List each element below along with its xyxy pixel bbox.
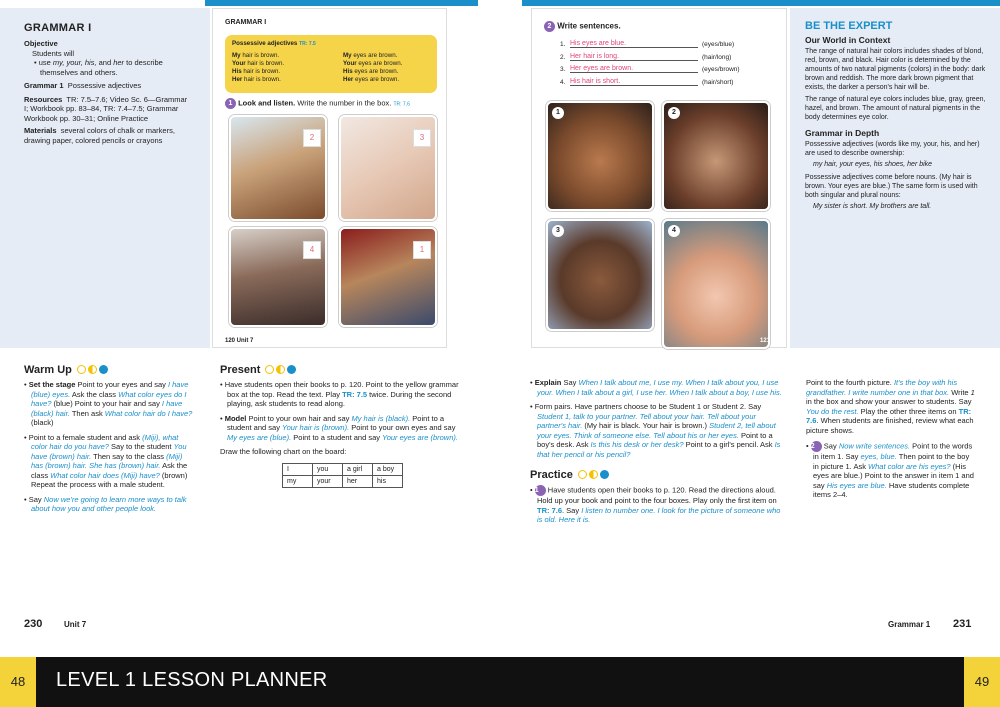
photo-girl-long-hair xyxy=(662,101,770,211)
board-chart-cell: my xyxy=(283,475,313,487)
photo-boy-short-hair xyxy=(662,219,770,349)
expert-p1: The range of natural hair colors includes shades of blond, red, brown, and black. Hair color is determined by the amounts of two natural pigments (colors) in the body: dark brown and reddish. The more dark brown pigment that exists, the darker a person's hair will be. xyxy=(805,48,986,91)
level-full-icon xyxy=(600,470,609,479)
board-chart-cell: I xyxy=(283,463,313,475)
banner-title: LEVEL 1 LESSON PLANNER xyxy=(56,669,328,691)
possessive-box-right xyxy=(343,52,438,84)
sentence-answer[interactable]: Her hair is long. xyxy=(570,53,698,61)
photo-boy-blue-eyes xyxy=(546,101,654,211)
board-chart-cell: a girl xyxy=(343,463,373,475)
activity-2-heading: 2 Write sentences. xyxy=(544,21,621,32)
board-chart xyxy=(282,463,403,488)
column-4 xyxy=(806,378,976,500)
explain-bullet-1: • Explain Say When I talk about me, I use my. When I talk about you, I use your. When I talk about a girl, I use her. When I talk about a boy, I use his. xyxy=(530,378,782,397)
warmup-bullet-1: • Set the stage Point to your eyes and say I have (blue) eyes. Ask the class What color eyes do I have? (blue) Point to your hair and say I have (black) hair. Then ask What color hair do I have? (black) xyxy=(24,380,193,427)
students-will: Students will xyxy=(32,48,75,58)
expert-sidebar xyxy=(790,8,1000,348)
warmup-bullet-3: • Say Now we're going to learn more ways to talk about how you and other people look. xyxy=(24,494,187,513)
activity-1-heading: 1 Look and listen. Write the number in the box. TR: 7.6 xyxy=(225,98,410,109)
practice-bullet-1: • 1 Have students open their books to p. 120. Read the directions aloud. Hold up your book and point to the four boxes. Play only the first item on TR: 7.6. Say I listen to number one. I look for the picture of someone who is old. Here it is. xyxy=(530,485,781,524)
warmup-title: Warm Up xyxy=(24,364,196,376)
sentence-answer[interactable]: His hair is short. xyxy=(570,78,698,86)
photo-baby-hand xyxy=(339,115,437,221)
board-chart-cell: you xyxy=(313,463,343,475)
objective-item: • use my, your, his, and her to describe themselves and others. xyxy=(34,58,163,77)
photo-number: 1 xyxy=(552,107,564,119)
banner-page-right: 49 xyxy=(964,657,1000,707)
page-120-footer: 120 Unit 7 xyxy=(225,338,254,344)
top-strip-left xyxy=(205,0,478,6)
sentence-hint: (hair/short) xyxy=(702,78,734,86)
possessive-box-left xyxy=(232,52,327,84)
possessive-example: My hair is brown. xyxy=(232,52,280,59)
sentence-row xyxy=(560,77,770,90)
sidebar-title: GRAMMAR I xyxy=(24,22,92,34)
expert-sub2: Grammar in Depth xyxy=(805,128,880,138)
present-bullet-2: • Model Point to your own hair and say My hair is (black). Point to a student and say Your hair is (brown). Point to your own eyes and say My eyes are (blue). Point to a student and say Your eyes are (brown). xyxy=(220,413,458,442)
photo-number: 3 xyxy=(552,225,564,237)
grammar-line: Grammar 1 Possessive adjectives xyxy=(24,81,142,90)
warmup-bullet-2: • Point to a female student and ask (Miji), what color hair do you have? Say to the student You have (brown) hair. Then say to the class (Miji) has (brown) hair. She has (brown) hair. Ask the class What color hair does (Miji) have? (brown) Repeat the process with a male student. xyxy=(24,432,188,489)
level-full-icon xyxy=(287,365,296,374)
board-chart-row xyxy=(283,463,403,475)
sentence-row xyxy=(560,39,770,52)
right-page-number: 231 xyxy=(953,618,972,630)
present-bullet-3: Draw the following chart on the board: xyxy=(220,447,347,456)
expert-title: BE THE EXPERT xyxy=(805,20,893,32)
sentence-answer[interactable]: Her eyes are brown. xyxy=(570,65,698,73)
possessive-example: Your eyes are brown. xyxy=(343,60,403,67)
level-half-icon xyxy=(276,365,285,374)
photo-label: 4 xyxy=(303,241,321,259)
photo-grandfather-and-boy xyxy=(339,227,437,327)
expert-p2: The range of natural eye colors includes blue, gray, green, hazel, and brown. The amount of natural pigments in the body determines eye color. xyxy=(805,96,986,121)
expert-sub1: Our World in Context xyxy=(805,35,891,45)
sentence-number: 2. xyxy=(560,53,566,61)
left-sidebar xyxy=(0,8,210,348)
warmup-section xyxy=(24,364,196,514)
col4-para: Point to the fourth picture. It's the boy with his grandfather. I write number one in that box. Write 1 in the box and show your answer to students. Say You do the rest. Play the other three items on TR: 7.6. When students are finished, review what each picture shows. xyxy=(806,378,975,435)
level-full-icon xyxy=(99,365,108,374)
expert-p4: Possessive adjectives come before nouns. (My hair is brown. Your eyes are blue.) The same form is used with both singular and plural nouns: xyxy=(805,173,978,199)
sentence-hint: (hair/long) xyxy=(702,53,732,61)
photo-label: 3 xyxy=(413,129,431,147)
sentence-hint: (eyes/blue) xyxy=(702,41,735,48)
right-grammar-label: Grammar 1 xyxy=(888,620,931,629)
col4-bullet: • 2 Say Now write sentences. Point to the words in item 1. Say eyes, blue. Then point to the boy in picture 1. Ask What color are his eyes? (His eyes are blue.) Point to the answer in item 1 and say His eyes are blue. Have students complete items 2–4. xyxy=(806,441,974,499)
board-chart-cell: his xyxy=(373,475,403,487)
banner-page-left: 48 xyxy=(0,657,36,707)
level-circle-icon xyxy=(77,365,86,374)
photo-girl-brushing xyxy=(229,115,327,221)
materials-line: Materials several colors of chalk or markers, drawing paper, colored pencils or crayons xyxy=(24,126,175,145)
student-page-121 xyxy=(531,8,787,348)
level-half-icon xyxy=(589,470,598,479)
photo-girl-headscarf xyxy=(546,219,654,331)
page-121-footer: 121 xyxy=(760,338,771,344)
sentence-number: 1. xyxy=(560,41,566,48)
present-section xyxy=(220,364,460,488)
level-circle-icon xyxy=(578,470,587,479)
planner-banner xyxy=(0,657,1000,707)
sentence-number: 4. xyxy=(560,78,566,86)
possessive-example: His hair is brown. xyxy=(232,68,281,75)
sentence-answer[interactable]: His eyes are blue. xyxy=(570,40,698,48)
possessive-example: Your hair is brown. xyxy=(232,60,285,67)
board-chart-cell: a boy xyxy=(373,463,403,475)
level-circle-icon xyxy=(265,365,274,374)
photo-number: 4 xyxy=(668,225,680,237)
objective-label: Objective xyxy=(24,39,58,48)
sentence-rows xyxy=(560,39,770,89)
possessive-example: His eyes are brown. xyxy=(343,68,399,75)
possessive-box-title: Possessive adjectives TR: 7.5 xyxy=(232,40,316,47)
expert-ex1: my hair, your eyes, his shoes, her bike xyxy=(813,161,933,168)
sentence-hint: (eyes/brown) xyxy=(702,66,740,73)
top-strip-right xyxy=(522,0,1000,6)
sentence-row xyxy=(560,64,770,77)
photo-label: 1 xyxy=(413,241,431,259)
board-chart-cell: her xyxy=(343,475,373,487)
possessive-box xyxy=(225,35,437,93)
board-chart-row xyxy=(283,475,403,487)
left-unit-label: Unit 7 xyxy=(64,620,87,629)
resources-line: Resources TR: 7.5–7.6; Video Sc. 6—Grammar I; Workbook pp. 83–84, TR: 7.4–7.5; Grammar Workbook pp. 30–31; Online Practice xyxy=(24,94,188,123)
possessive-example: Her hair is brown. xyxy=(232,76,281,83)
photo-number: 2 xyxy=(668,107,680,119)
level-half-icon xyxy=(88,365,97,374)
board-chart-cell: your xyxy=(313,475,343,487)
expert-ex2: My sister is short. My brothers are tall. xyxy=(813,202,932,210)
expert-p3: Possessive adjectives (words like my, your, his, and her) are used to describe ownership: xyxy=(805,141,980,157)
present-title: Present xyxy=(220,364,460,376)
possessive-example: Her eyes are brown. xyxy=(343,76,400,83)
present-bullet-1: • Have students open their books to p. 120. Point to the yellow grammar box at the top. Read the text. Play TR: 7.5 twice. During the second playing, ask students to read along. xyxy=(220,380,459,408)
explain-section xyxy=(530,378,782,525)
practice-title: Practice xyxy=(530,469,782,481)
student-page-120 xyxy=(212,8,447,348)
explain-bullet-2: • Form pairs. Have partners choose to be Student 1 or Student 2. Say Student 1, talk to your partner. Tell about your hair. Tell about your partner's hair. (My hair is black. Your hair is brown.) Student 2, tell about your eyes. Think of someone else. Tell about his or her eyes. Point to a boy's desk. Ask Is this his desk or her desk? Point to a girl's pencil. Ask Is that her pencil or his pencil? xyxy=(530,402,781,459)
page-120-title: GRAMMAR I xyxy=(225,19,267,26)
sentence-row xyxy=(560,52,770,65)
left-page-number: 230 xyxy=(24,618,43,630)
photo-boy-and-girl xyxy=(229,227,327,327)
photo-label: 2 xyxy=(303,129,321,147)
sentence-number: 3. xyxy=(560,66,566,73)
possessive-example: My eyes are brown. xyxy=(343,52,398,59)
